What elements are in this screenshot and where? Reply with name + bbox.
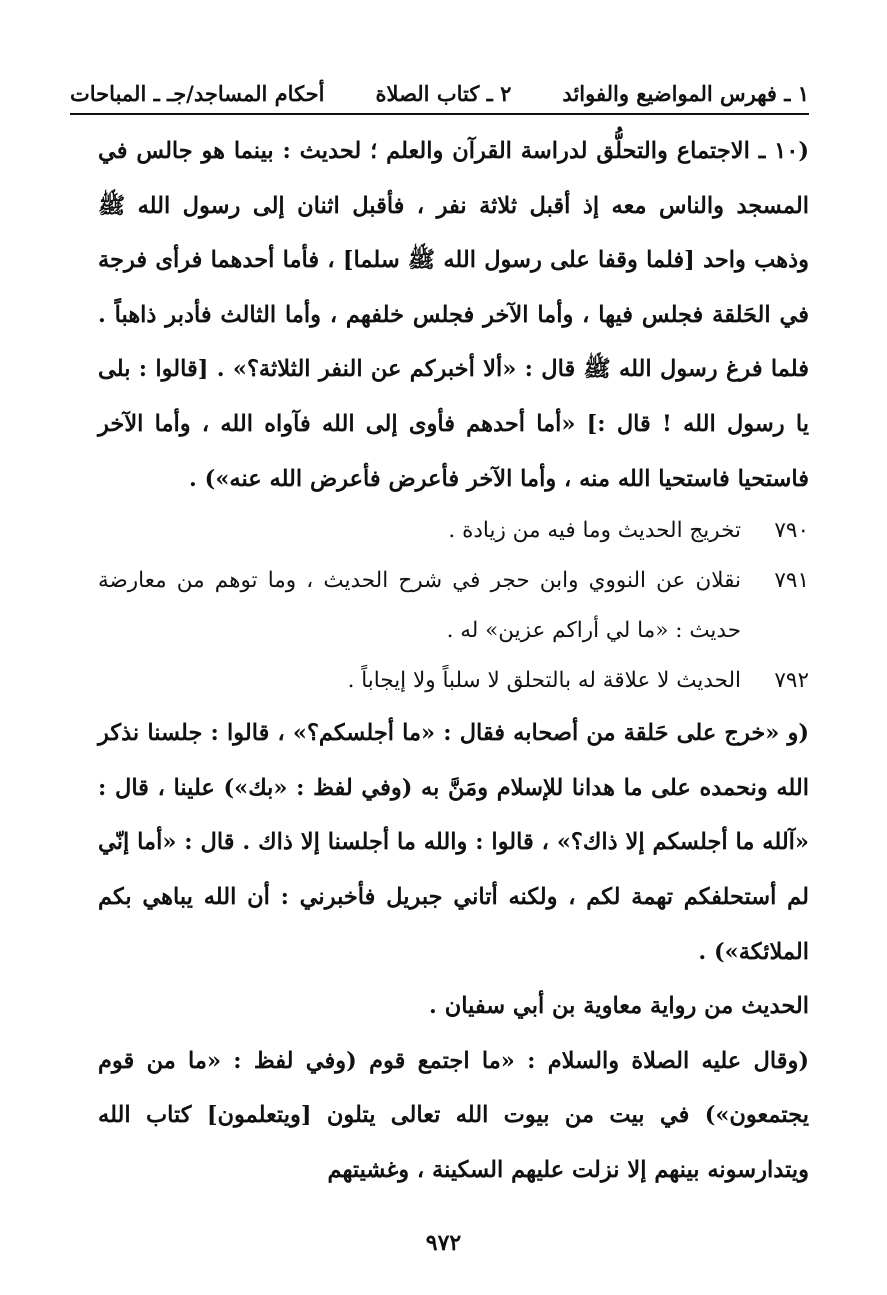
paragraph-halaqa: (و «خرج على حَلقة من أصحابه فقال : «ما أجلسكم؟» ، قالوا : جلسنا نذكر الله ونحمده على ما هدانا للإسلام ومَنَّ به (وفي لفظ : «بك») علينا ، قال : «آلله ما أجلسكم إلا ذاك؟» ، قالوا : والله ما أجلسنا إلا ذاك . قال : «أما إنّي لم أستحلفكم تهمة لكم ، ولكنه أتاني جبريل فأخبرني : أن الله يباهي بكم الملائكة») . (98, 720, 809, 965)
paragraph-gathering-in-mosque: (وقال عليه الصلاة والسلام : «ما اجتمع قوم (وفي لفظ : «ما من قوم يجتمعون») في بيت من بيوت الله تعالى يتلون [ويتعلمون] كتاب الله ويتدارسونه بينهم إلا نزلت عليهم السكينة ، وغشيتهم (98, 1047, 809, 1183)
page-body (98, 124, 809, 1198)
page-number: ٩٧٢ (425, 1230, 462, 1256)
entry-number: ٧٩١ (774, 568, 809, 594)
paragraph-hadith-gathering: (١٠ ـ الاجتماع والتحلُّق لدراسة القرآن والعلم ؛ لحديث : بينما هو جالس في المسجد والناس معه إذ أقبل ثلاثة نفر ، فأقبل اثنان إلى رسول الله ﷺ وذهب واحد [فلما وقفا على رسول الله ﷺ سلما] ، فأما أحدهما فرأى فرجة في الحَلقة فجلس فيها ، وأما الآخر فجلس خلفهم ، وأما الثالث فأدبر ذاهباً . فلما فرغ رسول الله ﷺ قال : «ألا أخبركم عن النفر الثلاثة؟» . [قالوا : بلى يا رسول الله ! قال :] «أما أحدهم فأوى إلى الله فآواه الله ، وأما الآخر فاستحيا فاستحيا الله منه ، وأما الآخر فأعرض فأعرض الله عنه») . (98, 138, 809, 492)
header-chapter: أحكام المساجد/جـ ـ المباحات (70, 81, 325, 106)
entry-text: تخريج الحديث وما فيه من زيادة . (448, 518, 741, 544)
index-entry (98, 556, 809, 656)
running-header (70, 66, 809, 106)
header-rule (70, 113, 809, 115)
entry-text: نقلان عن النووي وابن حجر في شرح الحديث ، وما توهم من معارضة حديث : «ما لي أراكم عزين» له . (98, 568, 741, 644)
entry-number: ٧٩٠ (774, 518, 809, 544)
entry-number: ٧٩٢ (774, 668, 809, 694)
paragraph-narration-source: الحديث من رواية معاوية بن أبي سفيان . (429, 993, 809, 1020)
header-book: ٢ ـ كتاب الصلاة (375, 81, 512, 106)
index-entry (98, 506, 809, 556)
index-entry (98, 656, 809, 706)
entry-text: الحديث لا علاقة له بالتحلق لا سلباً ولا إيجاباً . (347, 668, 741, 694)
header-section: ١ ـ فهرس المواضيع والفوائد (562, 81, 809, 106)
